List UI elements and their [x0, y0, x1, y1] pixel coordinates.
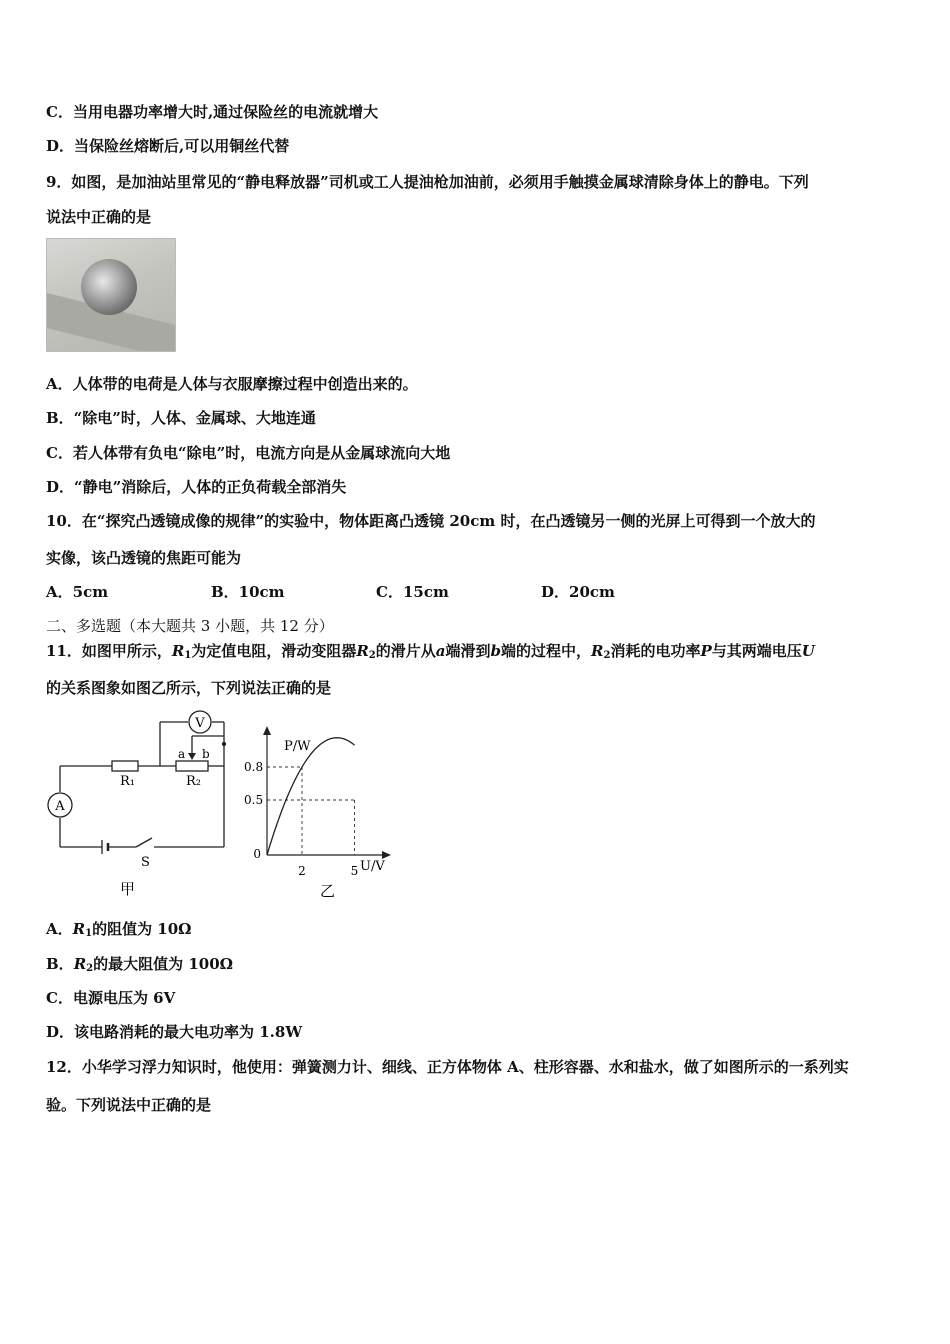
q10-option-b: B．10cm [211, 583, 285, 601]
x-tick-2: 2 [298, 864, 306, 878]
terminal-a-label: a [178, 747, 186, 761]
terminal-b-label: b [202, 747, 210, 761]
static-discharger-photo [46, 238, 176, 352]
ammeter-label: A [55, 799, 65, 814]
q10-stem-line1: 10．在“探究凸透镜成像的规律”的实验中，物体距离凸透镜 20cm 时，在凸透镜另一侧的光屏上可得到一个放大的 [46, 512, 816, 530]
section-heading: 二、多选题（本大题共 3 小题，共 12 分） [46, 617, 334, 635]
slider-arrow-icon [188, 753, 196, 760]
q11-stem-line2: 的关系图象如图乙所示，下列说法正确的是 [46, 679, 332, 697]
power-curve [267, 738, 355, 855]
q11-option-c: C．电源电压为 6V [46, 989, 176, 1007]
circuit-caption: 甲 [120, 880, 136, 898]
y-tick-0.8: 0.8 [244, 760, 264, 774]
y-axis-label: P/W [284, 739, 311, 754]
q11-option-a: A．$R_1$的阻值为 10Ω [46, 920, 192, 939]
q10-option-a: A．5cm [46, 583, 109, 601]
r2-label: R₂ [186, 774, 201, 789]
x-axis-arrow-icon [382, 851, 391, 859]
graph-caption: 乙 [320, 882, 336, 900]
q12-stem-line1: 12．小华学习浮力知识时，他使用：弹簧测力计、细线、正方体物体 A、柱形容器、水和盐水，做了如图所示的一系列实 [46, 1058, 849, 1076]
q10-stem-line2: 实像，该凸透镜的焦距可能为 [46, 549, 242, 567]
q9-stem-line2: 说法中正确的是 [46, 208, 152, 226]
q11-option-b: B．$R_2$的最大阻值为 100Ω [46, 955, 234, 974]
q10-options [46, 582, 615, 602]
x-tick-5: 5 [350, 864, 359, 878]
q11-stem-line1: 11．如图甲所示，$R_1$为定值电阻，滑动变阻器$R_2$的滑片从a端滑到b端的过程中，$R_2$消耗的电功率P与其两端电压U [46, 642, 815, 661]
q10-option-c: C．15cm [376, 583, 449, 601]
q9-stem-line1: 9．如图，是加油站里常见的“静电释放器”司机或工人提油枪加油前，必须用手触摸金属球清除身体上的静电。下列 [46, 173, 809, 191]
switch-label: S [141, 855, 150, 870]
q9-option-d: D．“静电”消除后，人体的正负荷载全部消失 [46, 478, 347, 496]
circuit-diagram [40, 706, 250, 906]
origin-label: 0 [253, 847, 261, 861]
q12-stem-line2: 验。下列说法中正确的是 [46, 1096, 212, 1114]
q9-option-b: B．“除电”时，人体、金属球、大地连通 [46, 409, 316, 427]
x-axis-label: U/V [360, 859, 385, 874]
power-voltage-graph [240, 720, 405, 906]
y-axis-arrow-icon [263, 726, 271, 735]
r1-label: R₁ [120, 774, 135, 789]
q9-option-a: A．人体带的电荷是人体与衣服摩擦过程中创造出来的。 [46, 375, 418, 393]
q10-option-d: D．20cm [541, 583, 615, 601]
voltmeter-label: V [195, 716, 205, 731]
q9-option-c: C．若人体带有负电“除电”时，电流方向是从金属球流向大地 [46, 444, 451, 462]
y-tick-0.5: 0.5 [244, 793, 264, 807]
q8-option-c: C．当用电器功率增大时,通过保险丝的电流就增大 [46, 103, 379, 121]
q8-option-d: D．当保险丝熔断后,可以用铜丝代替 [46, 137, 290, 155]
q11-option-d: D．该电路消耗的最大电功率为 1.8W [46, 1023, 303, 1041]
